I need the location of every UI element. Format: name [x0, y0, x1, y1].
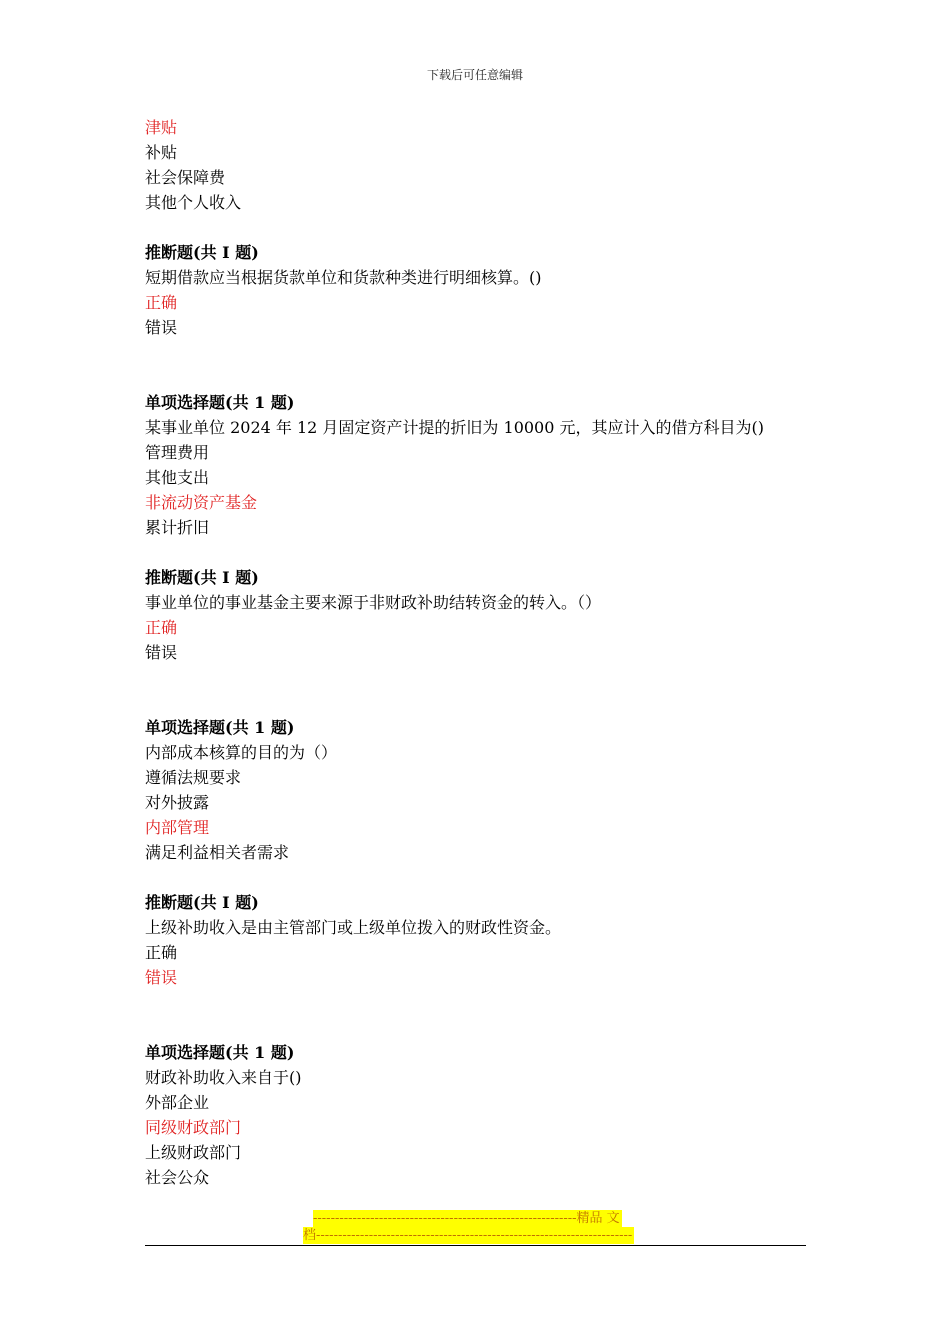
document-body [145, 115, 805, 1190]
option: 社会公众 [145, 1168, 210, 1187]
option: 管理费用 [145, 443, 210, 462]
option: 对外披露 [145, 793, 210, 812]
option-correct: 正确 [145, 293, 178, 312]
option: 遵循法规要求 [145, 768, 242, 787]
option: 错误 [145, 643, 178, 662]
question-text: 上级补助收入是由主管部门或上级单位拨入的财政性资金。 [145, 918, 562, 937]
option: 补贴 [145, 143, 178, 162]
footer-watermark-line1: ------------------------------------------------------------精品 文 [313, 1211, 620, 1226]
option: 外部企业 [145, 1093, 210, 1112]
option: 其他支出 [145, 468, 210, 487]
section-heading: 推断题(共 I 题) [145, 243, 259, 262]
question-text: 财政补助收入来自于() [145, 1068, 302, 1087]
option-correct: 错误 [145, 968, 178, 987]
question-block-5 [145, 890, 805, 990]
option-correct: 同级财政部门 [145, 1118, 242, 1137]
question-text: 某事业单位 2024 年 12 月固定资产计提的折旧为 10000 元，其应计入的借方科目为() [145, 418, 764, 437]
option: 错误 [145, 318, 178, 337]
question-text: 短期借款应当根据货款单位和货款种类进行明细核算。() [145, 268, 542, 287]
question-block-4 [145, 715, 805, 865]
question-text: 事业单位的事业基金主要来源于非财政补助结转资金的转入。（） [145, 593, 602, 612]
footer-watermark-line2: 档------------------------------------------------------------------------ [303, 1228, 633, 1243]
option: 上级财政部门 [145, 1143, 242, 1162]
option: 社会保障费 [145, 168, 226, 187]
section-heading: 推断题(共 I 题) [145, 568, 259, 587]
page-header-note: 下载后可任意编辑 [426, 68, 523, 82]
question-block-6 [145, 1040, 805, 1190]
section-heading: 单项选择题(共 1 题) [145, 718, 295, 737]
section-heading: 单项选择题(共 1 题) [145, 1043, 295, 1062]
option-correct: 内部管理 [145, 818, 210, 837]
option-correct: 非流动资产基金 [145, 493, 258, 512]
question-block-3 [145, 565, 805, 665]
question-block-1 [145, 240, 805, 340]
option-correct: 津贴 [145, 118, 178, 137]
option: 正确 [145, 943, 178, 962]
option-correct: 正确 [145, 618, 178, 637]
section-heading: 单项选择题(共 1 题) [145, 393, 295, 412]
answer-options-block [145, 115, 805, 215]
footer-divider [145, 1245, 806, 1246]
question-text: 内部成本核算的目的为（） [145, 743, 338, 762]
option: 累计折旧 [145, 518, 210, 537]
option: 满足利益相关者需求 [145, 843, 290, 862]
option: 其他个人收入 [145, 193, 242, 212]
section-heading: 推断题(共 I 题) [145, 893, 259, 912]
question-block-2 [145, 390, 805, 540]
